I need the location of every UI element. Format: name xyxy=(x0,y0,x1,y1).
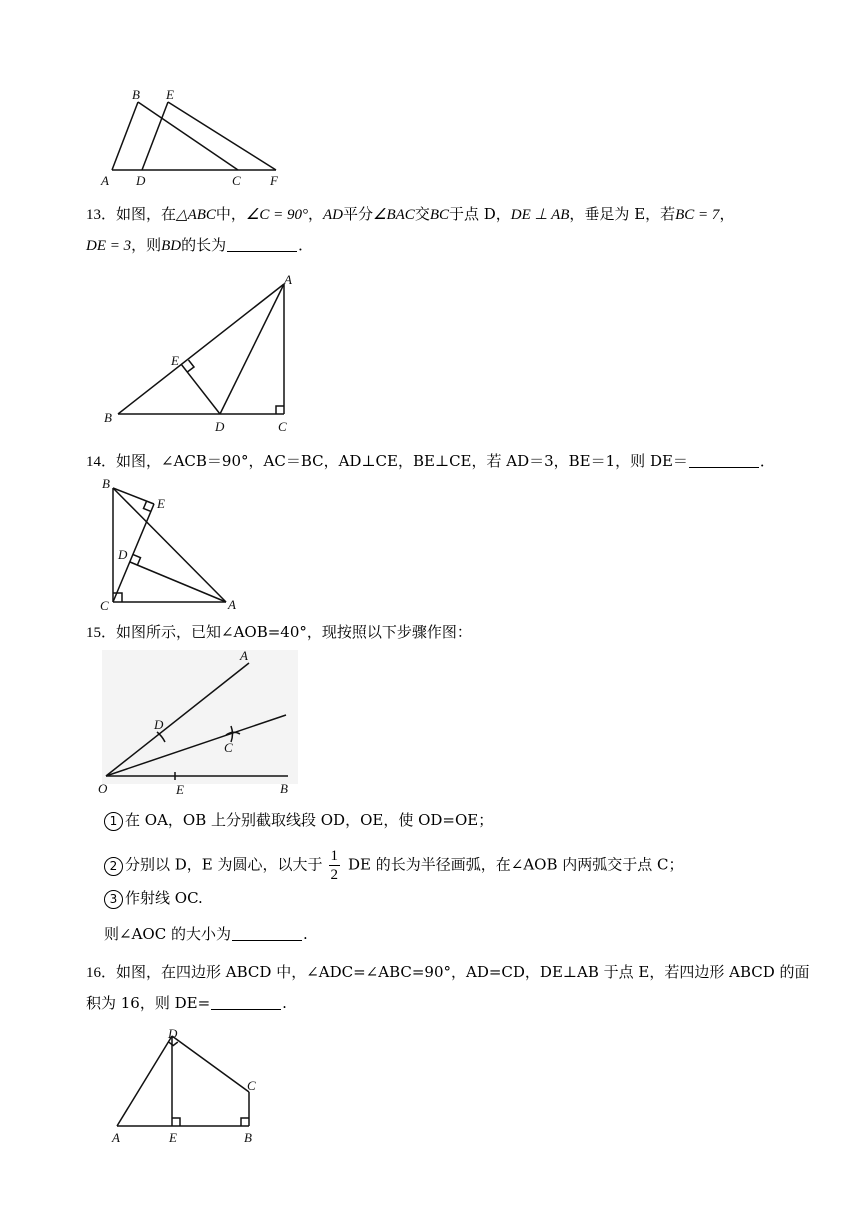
label-c: C xyxy=(278,419,287,434)
label-e: E xyxy=(171,353,179,368)
figure-q12 xyxy=(98,86,288,192)
step-2: 2 分别以 D，E 为圆心，以大于 $\frac{1}{2}$ DE 的长为半径画弧，在∠AOB 内两弧交于点 C； xyxy=(104,847,684,884)
label-a: A xyxy=(228,597,236,612)
label-c: C xyxy=(100,598,109,613)
question-number: 16． xyxy=(86,965,117,981)
question-number: 15． xyxy=(86,625,117,641)
question-16-line-2: 积为 16，则 DE= . xyxy=(86,994,287,1012)
label-d: D xyxy=(154,717,164,732)
figure-q13 xyxy=(98,270,304,438)
label-e: E xyxy=(157,496,165,511)
figure-q16 xyxy=(102,1028,272,1148)
label-b: B xyxy=(280,781,288,796)
question-number: 14． xyxy=(86,454,117,470)
label-a: A xyxy=(101,173,109,188)
label-d: D xyxy=(168,1028,178,1041)
step-1: 1 在 OA，OB 上分别截取线段 OD，OE，使 OD=OE； xyxy=(104,808,493,832)
question-number: 13． xyxy=(86,207,117,223)
answer-blank-16[interactable] xyxy=(211,993,281,1010)
figure-q15 xyxy=(94,648,300,800)
label-b: B xyxy=(102,476,110,491)
label-e: E xyxy=(169,1130,177,1145)
label-c: C xyxy=(224,740,233,755)
question-14: 14．如图，∠ACB＝90°，AC＝BC，AD⊥CE，BE⊥CE，若 AD＝3，BE＝1，则 DE＝ ． xyxy=(86,452,775,470)
question-13-line-2: DE = 3，则BD的长为 ． xyxy=(86,236,314,254)
answer-blank-13[interactable] xyxy=(227,235,297,252)
question-15: 15．如图所示，已知∠AOB=40°，现按照以下步骤作图： xyxy=(86,623,472,641)
label-a: A xyxy=(240,648,248,663)
label-o: O xyxy=(98,781,108,796)
figure-q14 xyxy=(96,476,246,614)
label-b: B xyxy=(244,1130,252,1145)
question-15-ask: 则∠AOC 的大小为 . xyxy=(104,925,308,943)
label-d: D xyxy=(215,419,225,434)
label-c: C xyxy=(232,173,241,188)
question-13-line-1: 13．如图，在△ABC中，∠C = 90°，AD平分∠BAC交BC于点 D，DE ⊥ AB，垂足为 E，若BC = 7， xyxy=(86,205,735,223)
step-3: 3 作射线 OC. xyxy=(104,886,203,910)
answer-blank-14[interactable] xyxy=(689,451,759,468)
label-d: D xyxy=(118,547,128,562)
answer-blank-15[interactable] xyxy=(232,924,302,941)
label-e: E xyxy=(176,782,184,797)
label-e: E xyxy=(166,87,174,102)
label-c: C xyxy=(247,1078,256,1093)
fraction-one-half: $\frac{1}{2}$ xyxy=(330,848,339,883)
label-f: F xyxy=(270,173,278,188)
label-a: A xyxy=(284,272,292,287)
label-a: A xyxy=(112,1130,120,1145)
label-d: D xyxy=(136,173,146,188)
label-b: B xyxy=(132,87,140,102)
question-16-line-1: 16．如图，在四边形 ABCD 中，∠ADC=∠ABC=90°，AD=CD，DE⊥AB 于点 E，若四边形 ABCD 的面 xyxy=(86,963,810,981)
label-b: B xyxy=(104,410,112,425)
